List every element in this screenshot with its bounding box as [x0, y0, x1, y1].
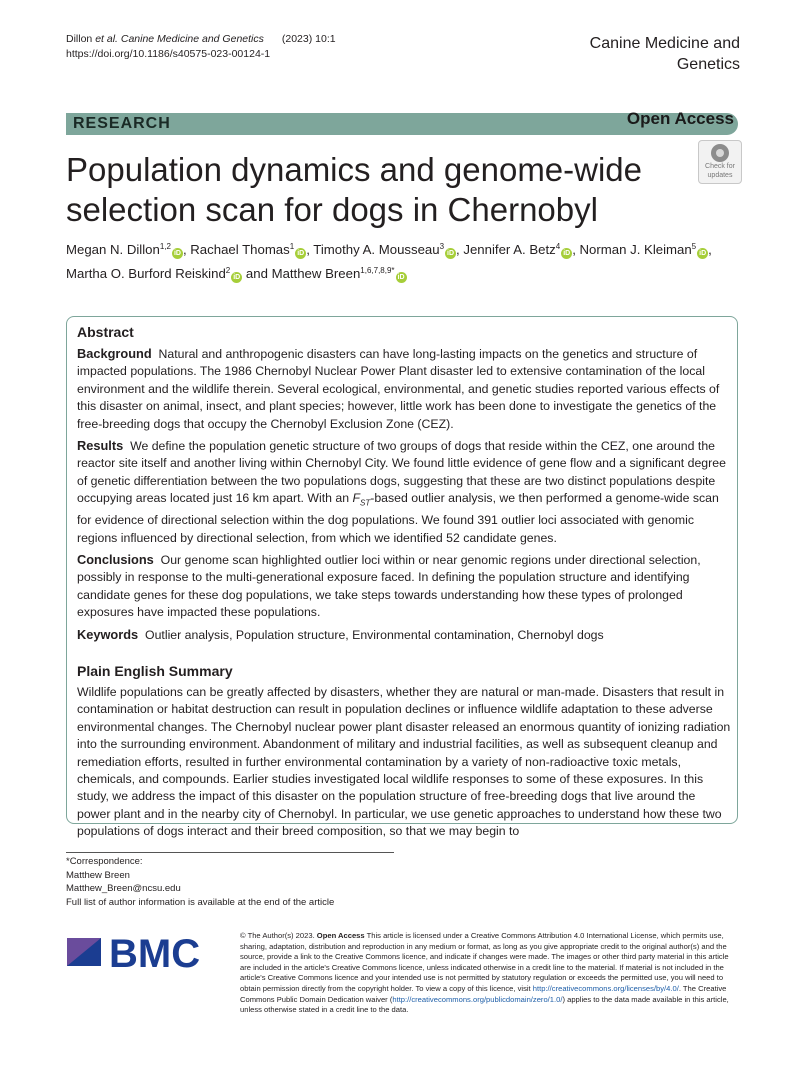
- footnote-divider: [66, 852, 394, 853]
- correspondence-name: Matthew Breen: [66, 869, 130, 881]
- author-affiliation: 1: [289, 242, 295, 251]
- citation-author: Dillon: [66, 33, 96, 45]
- author-separator: ,: [306, 242, 314, 257]
- citation-journal: Canine Medicine and Genetics: [117, 33, 264, 45]
- author-separator: ,: [572, 242, 580, 257]
- license-link[interactable]: http://creativecommons.org/licenses/by/4.0/: [532, 983, 679, 993]
- license-statement: [240, 931, 740, 1016]
- journal-name-line2: Genetics: [676, 56, 740, 73]
- license-copyright: © The Author(s) 2023.: [240, 931, 317, 940]
- author-separator: ,: [708, 242, 712, 257]
- section-label: Results: [77, 438, 124, 454]
- license-open-access: Open Access: [316, 931, 365, 940]
- correspondence-email[interactable]: Matthew_Breen@ncsu.edu: [66, 883, 181, 894]
- author: [66, 266, 272, 281]
- correspondence-label: *Correspondence:: [66, 856, 143, 867]
- abstract-results: [77, 437, 731, 547]
- license-text: . The Creative Commons Public Domain Dedication waiver (: [240, 983, 727, 1004]
- author-affiliation: 5: [691, 242, 697, 251]
- section-text: Outlier analysis, Population structure, Environmental contamination, Chernobyl dogs: [145, 627, 604, 642]
- plain-english-summary-text: Wildlife populations can be greatly affected by disasters, whether they are natural or man-made. Disasters that result in contamination or habitat destruction can result in population declines or influence wildlife adaptation to these adverse environmental changes. The Chernobyl nuclear power plant disaster released an enormous quantity of ionizing radiation into the surrounding environment. Abandonment of military and industrial facilities, as well as subsequent cleanup and remediation efforts, resulted in further environmental contamination by a variety of non-radioactive toxic metals, chemicals, and compounds. Earlier studies investigated local wildlife responses to some of these exposures. In this study, we address the impact of this disaster on the population structure of free-breeding dogs that live around the power plant and in the nearby city of Chernobyl. In particular, we use genetic approaches to understand how these two populations of dogs interact and their breed composition, so that we may begin to: [77, 684, 731, 839]
- citation-year: (2023) 10:1: [281, 33, 336, 45]
- author: [463, 242, 579, 257]
- plain-english-summary-heading: Plain English Summary: [77, 662, 233, 679]
- author-affiliation: 1,2: [159, 242, 171, 251]
- fst-subscript: ST: [359, 498, 371, 508]
- article-type-label: RESEARCH: [73, 115, 171, 132]
- journal-name-line1: Canine Medicine and: [589, 35, 740, 52]
- author-affiliation: 1,6,7,8,9*: [360, 266, 395, 275]
- author: [580, 242, 712, 257]
- check-updates-line2: updates: [707, 172, 733, 179]
- bmc-logo-text: BMC: [109, 932, 201, 972]
- abstract-keywords: [77, 626, 731, 644]
- orcid-icon[interactable]: iD: [447, 250, 455, 257]
- section-label: Conclusions: [77, 551, 154, 567]
- check-updates-line1: Check for: [705, 163, 735, 170]
- author-affiliation: 3: [439, 242, 445, 251]
- author: [272, 266, 407, 281]
- section-text: -based outlier analysis, we then performed a genome-wide scan for evidence of directional selection within the dog populations. We found 391 outlier loci associated with genomic regions influenced by directional selection, from which we identified 52 candidate genes.: [77, 491, 719, 545]
- license-text: ) applies to the data made available in this article, unless otherwise stated in a credit line to the data.: [240, 994, 729, 1015]
- abstract-content: [77, 323, 731, 845]
- fst-symbol: F: [352, 491, 360, 506]
- abstract-box: [66, 316, 738, 839]
- correspondence-footnote: [66, 855, 334, 909]
- author-separator: ,: [456, 242, 464, 257]
- license-text: This article is licensed under a Creative Commons Attribution 4.0 International License, which permits use, sharing, adaptation, distribution and reproduction in any medium or format, as long as you give appropriate credit to the original author(s) and the source, provide a link to the Creative Commons licence, and indicate if changes were made. The images or other third party material in this article are included in the article's Creative Commons licence, unless indicated otherwise in a credit line to the material. If material is not included in the article's Creative Commons licence and your intended use is not permitted by statutory regulation or exceeds the permitted use, you will need to obtain permission directly from the copyright holder. To view a copy of this licence, visit: [240, 931, 729, 993]
- author-list: [66, 236, 756, 284]
- running-header: [66, 32, 336, 62]
- journal-name: [590, 33, 740, 75]
- author-separator: ,: [182, 242, 191, 257]
- author-name: Matthew Breen: [271, 266, 361, 281]
- author-name: Timothy A. Mousseau: [313, 242, 440, 257]
- check-updates-icon: [711, 144, 729, 162]
- section-label: Keywords: [77, 626, 139, 642]
- author-name: Rachael Thomas: [190, 242, 290, 257]
- orcid-icon[interactable]: iD: [397, 274, 405, 281]
- citation-etal: et al.: [95, 33, 118, 45]
- open-access-label: Open Access: [626, 109, 734, 128]
- check-for-updates-button[interactable]: [698, 140, 742, 184]
- author-affiliation: 4: [555, 242, 561, 251]
- author: [190, 242, 313, 257]
- orcid-icon[interactable]: iD: [563, 250, 571, 257]
- bmc-logo: [67, 932, 227, 972]
- author-affiliation: 2: [225, 266, 231, 275]
- article-title: Population dynamics and genome-wide selection scan for dogs in Chernobyl: [66, 151, 643, 228]
- author-name: Jennifer A. Betz: [463, 242, 556, 257]
- orcid-icon[interactable]: iD: [297, 250, 305, 257]
- section-text: We define the population genetic structure of two groups of dogs that reside within the CEZ, one around the reactor site itself and another living within Chernobyl City. We found little evidence of gene flow and a significant degree of genetic differentiation between the two populations dogs, suggesting that these are two distinct populations despite occupying areas located just 16 km apart. With an: [77, 439, 726, 506]
- author: [66, 242, 190, 257]
- author-name: Martha O. Burford Reiskind: [66, 266, 226, 281]
- author-separator: and: [242, 266, 272, 281]
- section-text: Our genome scan highlighted outlier loci within or near genomic regions under directional selection, possibly in response to the multi-generational exposure faced. In defining the population structure and identifying candidate genes for these dog populations, we take steps towards understanding how these types of prolonged exposures have impacted these populations.: [77, 552, 701, 620]
- author-name: Norman J. Kleiman: [579, 242, 692, 257]
- author-name: Megan N. Dillon: [66, 242, 160, 257]
- public-domain-link[interactable]: http://creativecommons.org/publicdomain/zero/1.0/: [392, 994, 563, 1004]
- abstract-heading: Abstract: [77, 324, 134, 340]
- abstract-conclusions: [77, 551, 731, 622]
- orcid-icon[interactable]: iD: [233, 274, 241, 281]
- orcid-icon[interactable]: iD: [173, 250, 181, 257]
- abstract-background: [77, 345, 731, 433]
- citation-line: [66, 32, 336, 47]
- orcid-icon[interactable]: iD: [699, 250, 707, 257]
- author: [313, 242, 463, 257]
- author-info-note: Full list of author information is available at the end of the article: [66, 896, 335, 908]
- doi-link[interactable]: https://doi.org/10.1186/s40575-023-00124-1: [66, 48, 271, 60]
- section-text: Natural and anthropogenic disasters can have long-lasting impacts on the genetics and structure of impacted populations. The 1986 Chernobyl Nuclear Power Plant disaster led to extensive contamination of the local environment and the wildlife therein. Several ecological, environmental, and genetic studies reported various effects of this disaster on animal, insect, and plant species; however, little work has been done to investigate the genetics of the free-breeding dogs that occupy the Chernobyl Exclusion Zone (CEZ).: [77, 347, 720, 431]
- article-type-bar: [66, 109, 738, 135]
- section-label: Background: [77, 346, 152, 361]
